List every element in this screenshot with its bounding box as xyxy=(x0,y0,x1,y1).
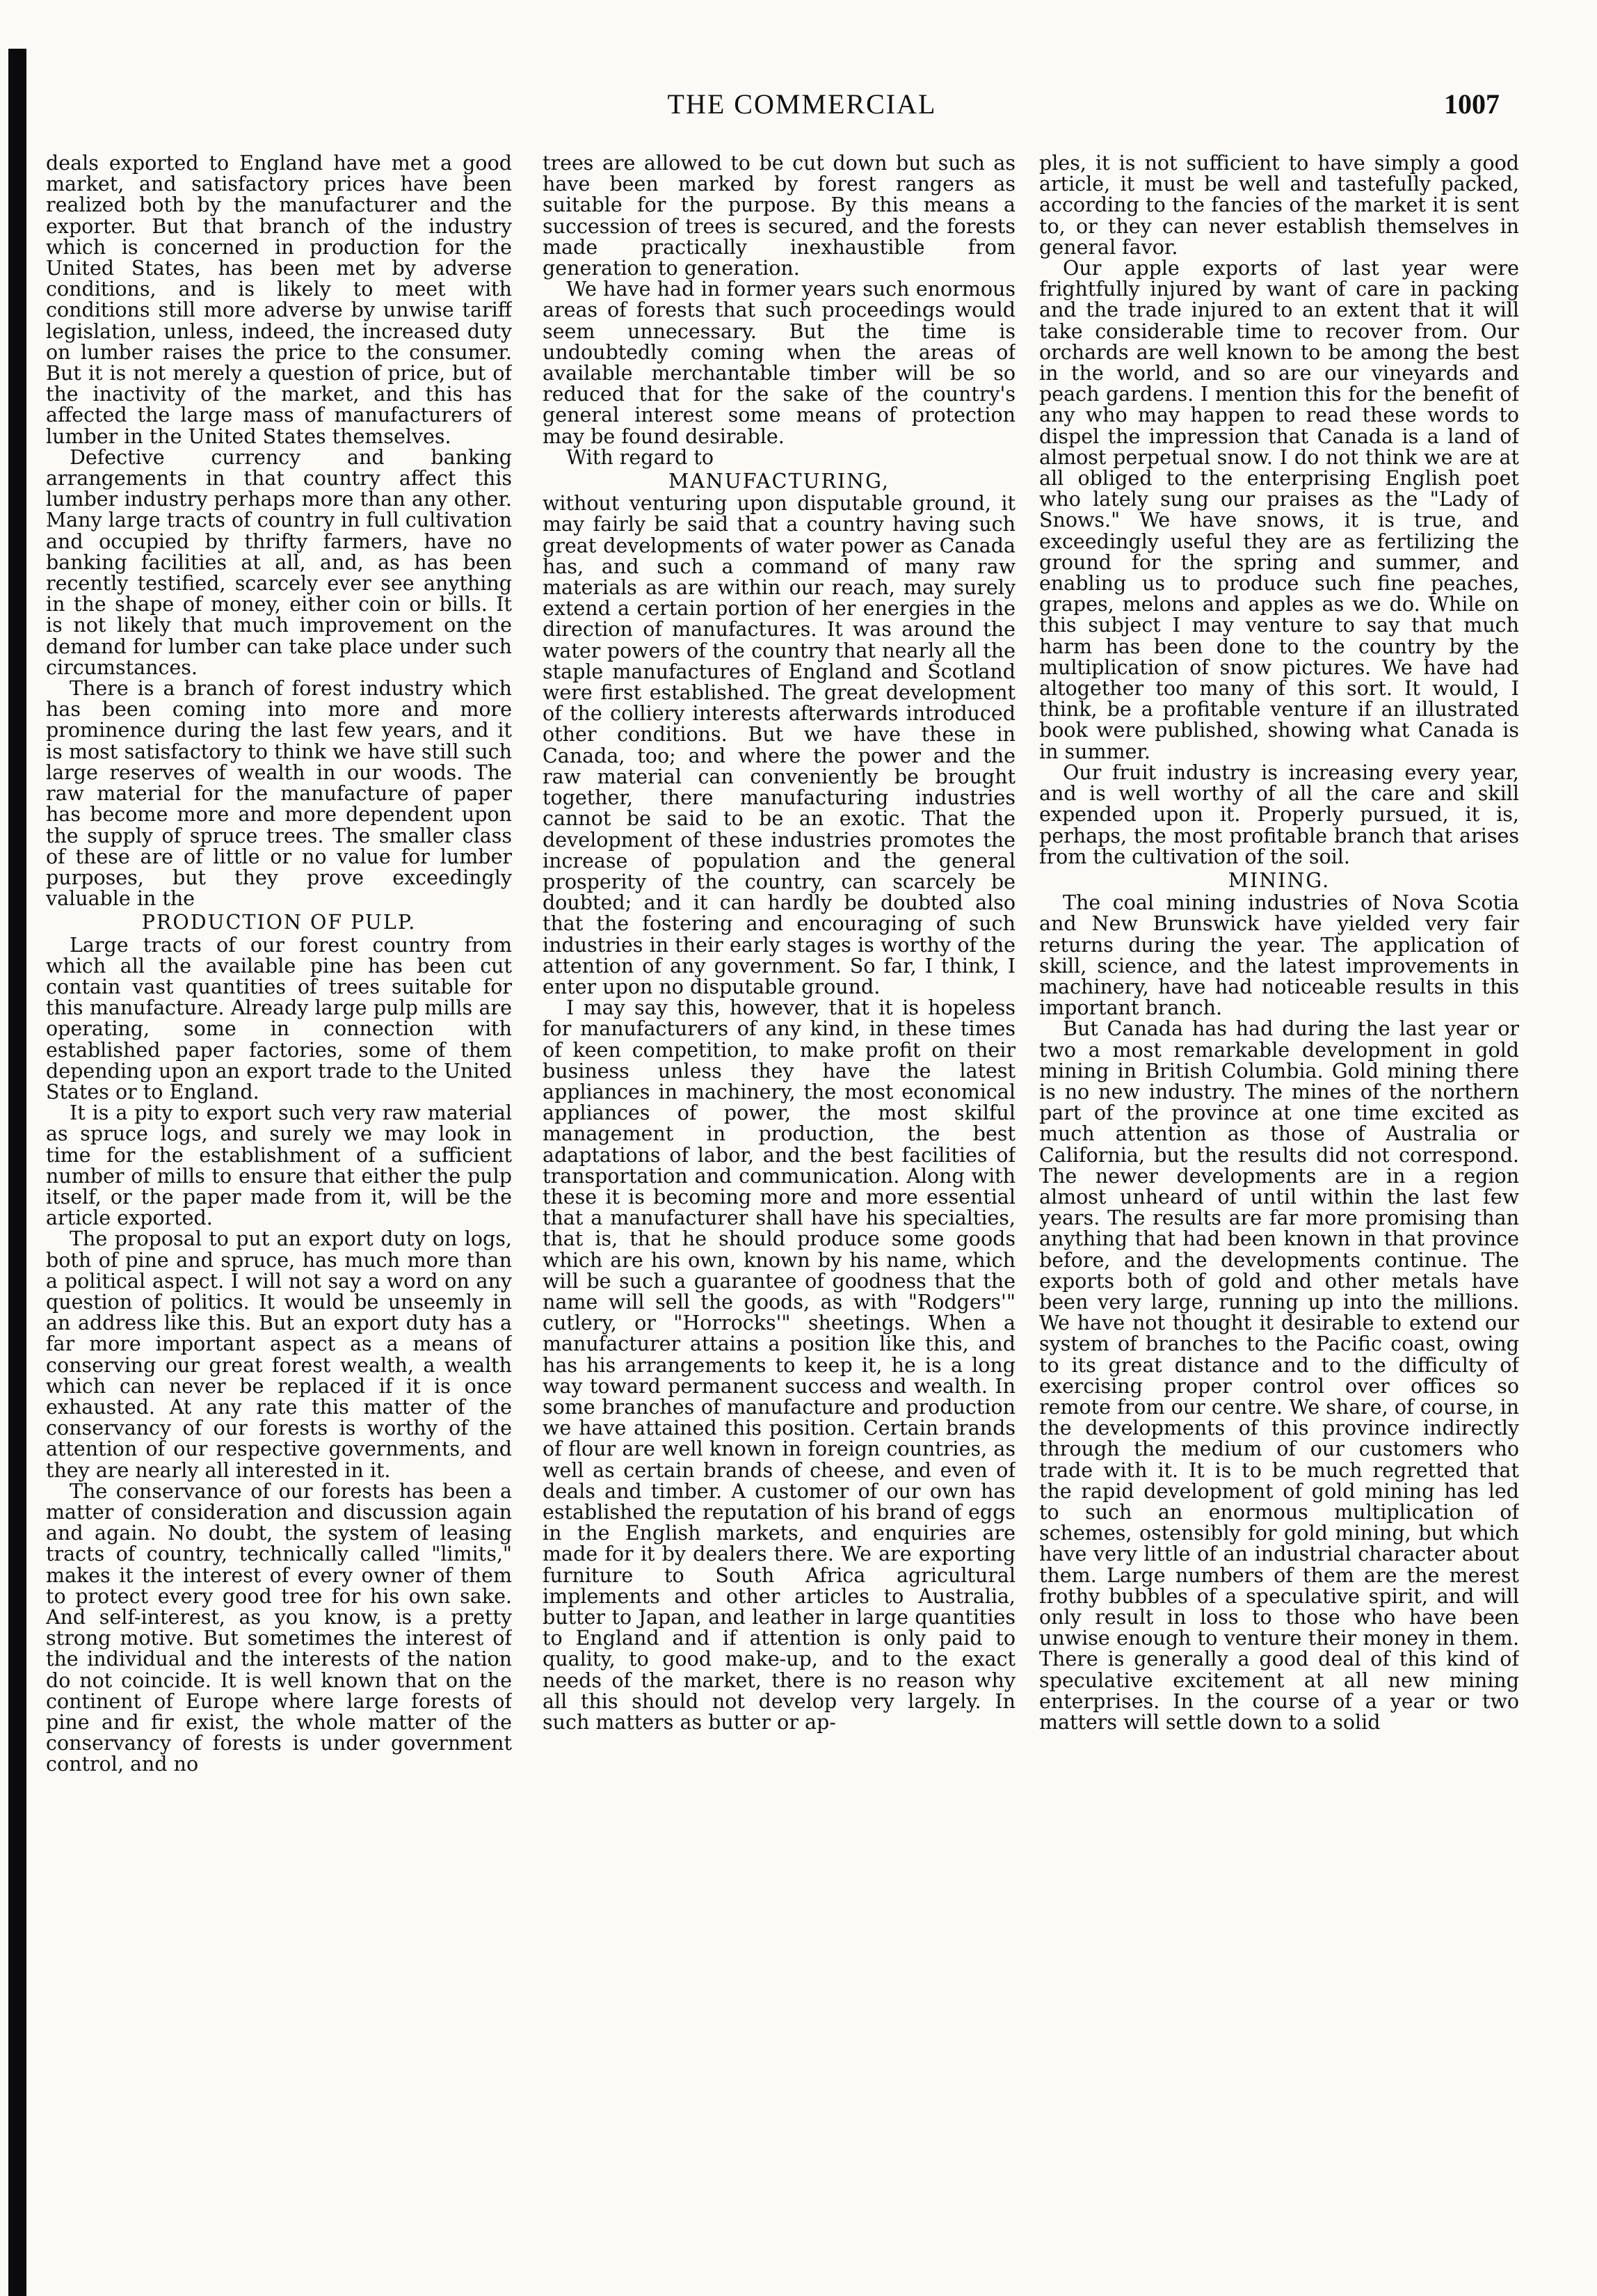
text-column-2 xyxy=(543,153,1016,2282)
article-paragraph: Defective currency and banking arrangements in that country affect this lumber industry perhaps more than any other. Many large tracts of country in full cultivation and occupied by thrifty farmers, have no banking facilities at all, and, as has been recently testified, scarcely ever see anything in the shape of money, either coin or bills. It is not likely that much improvement on the demand for lumber can take place under such circumstances. xyxy=(46,445,512,679)
article-paragraph: ples, it is not sufficient to have simply a good article, it must be well and tastefully packed, according to the fancies of the market it is sent to, or they can never establish themselves in general favor. xyxy=(1039,153,1519,259)
article-paragraph: With regard to xyxy=(566,445,714,469)
article-paragraph: We have had in former years such enormous areas of forests that such proceedings would seem unnecessary. But the time is undoubtedly coming when the areas of available merchantable timber will be so reduced that for the sake of the country's general interest some means of protection may be found desirable. xyxy=(543,278,1016,448)
page-header xyxy=(104,88,1500,129)
article-paragraph: Our fruit industry is increasing every year, and is well worthy of all the care and skill expended upon it. Properly pursued, it is, perhaps, the most profitable branch that arises from the cultivation of the soil. xyxy=(1039,760,1519,868)
publication-title: THE COMMERCIAL xyxy=(667,88,937,120)
article-paragraph: deals exported to England have met a good market, and satisfactory prices have been realized both by the manufacturer and the exporter. But that branch of the industry which is concerned in production for the United States, has been met by adverse conditions, and is likely to meet with conditions still more adverse by unwise tariff legislation, unless, indeed, the increased duty on lumber raises the price to the consumer. But it is not merely a question of price, but of the inactivity of the market, and this has affected the large mass of manufacturers of lumber in the United States themselves. xyxy=(46,153,512,448)
text-column-1 xyxy=(46,153,512,2282)
article-paragraph: trees are allowed to be cut down but such as have been marked by forest rangers as suitable for the purpose. By this means a succession of trees is secured, and the forests made practically inexhaustible from generation to generation. xyxy=(543,153,1016,280)
binding-edge-shadow xyxy=(8,49,26,2296)
article-paragraph: It is a pity to export such very raw material as spruce logs, and surely we may look in time for the establishment of a sufficient number of mills to ensure that either the pulp itself, or the paper made from it, will be the article exported. xyxy=(46,1101,512,1230)
article-paragraph: Our apple exports of last year were frightfully injured by want of care in packing and the trade injured to an extent that it will take considerable time to recover from. Our orchards are well known to be among the best in the world, and so are our vineyards and peach gardens. I mention this for the benefit of any who may happen to read these words to dispel the impression that Canada is a land of almost perpetual snow. I do not think we are at all obliged to the enterprising English poet who lately sung our praises as the "Lady of Snows." We have snows, it is true, and exceedingly useful they are as fertilizing the ground for the spring and summer, and enabling us to produce such fine peaches, grapes, melons and apples as we do. While on this subject I may venture to say that much harm has been done to the country by the multiplication of snow pictures. We have had altogether too many of this sort. It would, I think, be a profitable venture if an illustrated book were published, showing what Canada is in summer. xyxy=(1039,257,1519,763)
article-paragraph: Large tracts of our forest country from which all the available pine has been cut contain vast quantities of trees suitable for this manufacture. Already large pulp mills are operating, some in connection with established paper factories, some of them depending upon an export trade to the United States or to England. xyxy=(46,933,512,1103)
section-heading: PRODUCTION OF PULP. xyxy=(141,911,417,934)
article-paragraph: The proposal to put an export duty on logs, both of pine and spruce, has much more than a political aspect. I will not say a word on any question of politics. It would be unseemly in an address like this. But an export duty has a far more important aspect as a means of conserving our great forest wealth, a wealth which can never be replaced if it is once exhausted. At any rate this matter of the conservancy of our forests is worthy of the attention of our respective governments, and they are nearly all interested in it. xyxy=(46,1227,512,1482)
page-number: 1007 xyxy=(1444,88,1500,120)
section-heading: MINING. xyxy=(1228,868,1331,892)
article-paragraph: The coal mining industries of Nova Scotia and New Brunswick have yielded very fair returns during the year. The application of skill, science, and the latest improvements in machinery, have had noticeable results in this important branch. xyxy=(1039,891,1519,1020)
section-heading: MANUFACTURING, xyxy=(668,470,890,493)
article-paragraph: without venturing upon disputable ground, it may fairly be said that a country having such great developments of water power as Canada has, and such a command of many raw materials as are within our reach, may surely extend a certain portion of her energies in the direction of manufactures. It was around the water powers of the country that nearly all the staple manufactures of England and Scotland were first established. The great development of the colliery interests afterwards introduced other conditions. But we have these in Canada, too; and where the power and the raw material can conveniently be brought together, there manufacturing industries cannot be said to be an exotic. That the development of these industries promotes the increase of population and the general prosperity of the country, can scarcely be doubted; and it can hardly be doubted also that the fostering and encouraging of such industries in their early stages is worthy of the attention of any government. So far, I think, I enter upon no disputable ground. xyxy=(543,492,1016,998)
article-paragraph: There is a branch of forest industry which has been coming into more and more prominence during the last few years, and it is most satisfactory to think we have still such large reserves of wealth in our woods. The raw material for the manufacture of paper has become more and more dependent upon the supply of spruce trees. The smaller class of these are of little or no value for lumber purposes, but they prove exceedingly valuable in the xyxy=(46,677,512,911)
article-paragraph: I may say this, however, that it is hopeless for manufacturers of any kind, in these times of keen competition, to make profit on their business unless they have the latest appliances in machinery, the most economical appliances of power, the most skilful management in production, the best adaptations of labor, and the best facilities of transportation and communication. Along with these it is becoming more and more essential that a manufacturer shall have his specialties, that is, that he should produce some goods which are his own, known by his name, which will be such a guarantee of goodness that the name will sell the goods, as with "Rodgers'" cutlery, or "Horrocks'" sheetings. When a manufacturer attains a position like this, and has his arrangements to keep it, he is a long way toward permanent success and wealth. In some branches of manufacture and production we have attained this position. Certain brands of flour are well known in foreign countries, as well as certain brands of cheese, and even of deals and timber. A customer of our own has established the reputation of his brand of eggs in the English markets, and enquiries are made for it by dealers there. We are exporting furniture to South Africa agricultural implements and other articles to Australia, butter to Japan, and leather in large quantities to England and if attention is only paid to quality, to good make-up, and to the exact needs of the market, there is no reason why all this should not develop very largely. In such matters as butter or ap- xyxy=(543,996,1016,1735)
article-paragraph: But Canada has had during the last year or two a most remarkable development in gold mining in British Columbia. Gold mining there is no new industry. The mines of the northern part of the province at one time excited as much attention as those of Australia or California, but the results did not correspond. The newer developments are in a region almost unheard of until within the last few years. The results are far more promising than anything that had been known in that province before, and the developments continue. The exports both of gold and other metals have been very large, running up into the millions. We have not thought it desirable to extend our system of branches to the Pacific coast, owing to its great distance and to the difficulty of exercising proper control over offices so remote from our centre. We share, of course, in the developments of this province indirectly through the medium of our customers who trade with it. It is to be much regretted that the rapid development of gold mining has led to such an enormous multiplication of schemes, ostensibly for gold mining, but which have very little of an industrial character about them. Large numbers of them are the merest frothy bubbles of a speculative spirit, and will only result in loss to those who have been unwise enough to venture their money in them. There is generally a good deal of this kind of speculative excitement at all new mining enterprises. In the course of a year or two matters will settle down to a solid xyxy=(1039,1017,1519,1735)
article-paragraph: The conservance of our forests has been a matter of consideration and discussion again and again. No doubt, the system of leasing tracts of country, technically called "limits," makes it the interest of every owner of them to protect every good tree for his own sake. And self-interest, as you know, is a pretty strong motive. But sometimes the interest of the individual and the interests of the nation do not coincide. It is well known that on the continent of Europe where large forests of pine and fir exist, the whole matter of the conservancy of forests is under government control, and no xyxy=(46,1479,512,1776)
text-column-3 xyxy=(1039,153,1519,2282)
